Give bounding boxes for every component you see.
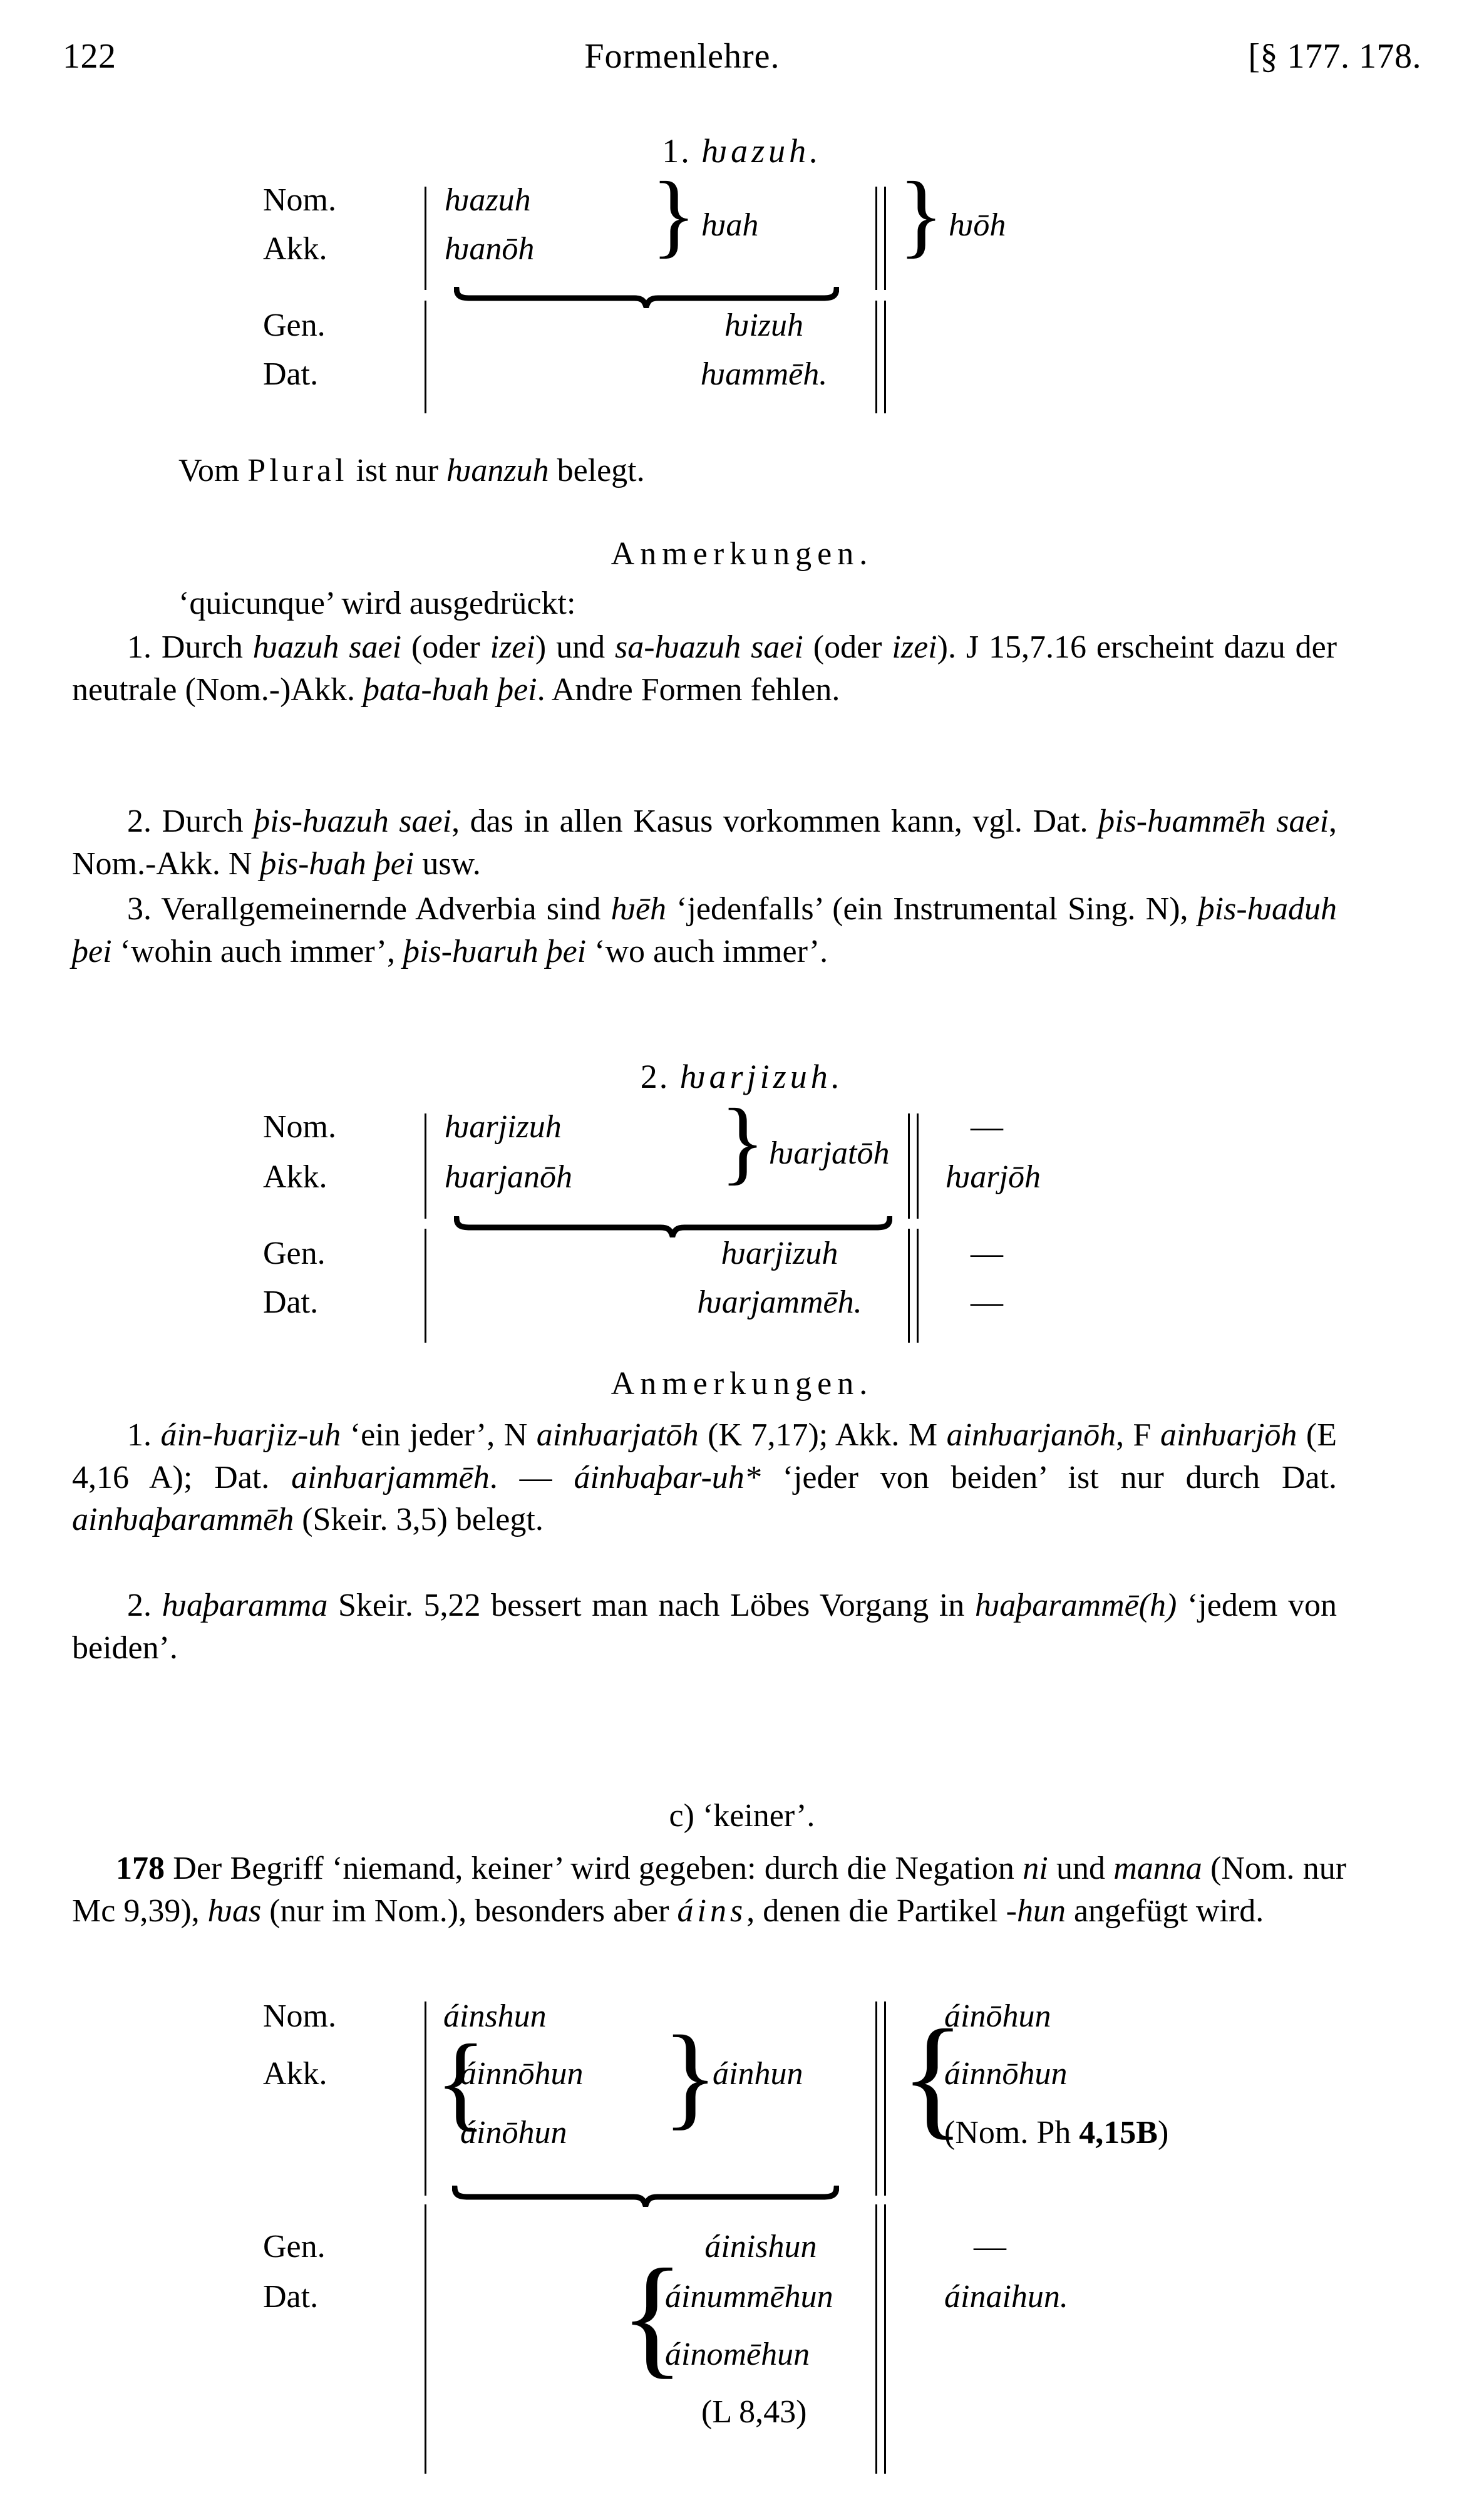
paragraph-178-seg-1: ni xyxy=(1023,1851,1048,1886)
s1n1-number: 1. xyxy=(127,629,162,665)
table-1-case-gen: Gen. xyxy=(263,307,326,343)
plural-note-form: ƕanzuh xyxy=(446,453,549,488)
s2n1-seg-0: áin-ƕarjiz-uh xyxy=(160,1417,341,1453)
table-1-underbrace xyxy=(454,287,839,308)
s1n1-seg-4: ) und xyxy=(535,629,616,665)
table-3-brace-merged: } xyxy=(662,2012,718,2141)
table-3-case-dat: Dat. xyxy=(263,2279,319,2315)
anmerkungen-heading-2: Anmerkungen. xyxy=(611,1366,873,1402)
table-2-col3-dat: — xyxy=(971,1284,1003,1320)
table-2-case-dat: Dat. xyxy=(263,1284,319,1320)
s1n2-seg-0: Durch xyxy=(162,803,254,839)
table-2-case-nom: Nom. xyxy=(263,1109,336,1145)
table-3-form-akk-b: áinōhun xyxy=(460,2115,567,2151)
s1n3-seg-6: ‘wo auch immer’. xyxy=(586,933,828,969)
section1-note-1 xyxy=(72,626,1337,711)
table-2-form-dat: ƕarjammēh. xyxy=(697,1284,862,1320)
table-3-rule-right-a-upper xyxy=(875,2001,877,2196)
paragraph-178-seg-6: (nur im Nom.), besonders aber xyxy=(261,1893,678,1929)
s1n3-seg-0: Verallgemeinernde Adverbia sind xyxy=(161,891,611,927)
paragraph-178 xyxy=(72,1847,1346,1932)
table-3-form-merged: áinhun xyxy=(713,2056,803,2092)
s1n3-seg-2: ‘jedenfalls’ (ein Instrumental Sing. N), xyxy=(666,891,1198,927)
s2n1-seg-11: ‘jeder von beiden’ ist nur durch Dat. xyxy=(760,1459,1337,1495)
paradigm-1-lemma: ƕazuh. xyxy=(701,132,822,170)
table-2-form-nom: ƕarjizuh xyxy=(445,1109,562,1145)
s1n3-seg-4: ‘wohin auch immer’, xyxy=(111,933,403,969)
table-2-rule-right-b-upper xyxy=(917,1113,919,1219)
table-1-form-gen: ƕizuh xyxy=(724,307,804,343)
s1n1-seg-9: þata-ƕah þei xyxy=(363,671,537,708)
table-3-col3-cite xyxy=(944,2114,1168,2151)
s2n1-seg-12: ainƕaþarammēh xyxy=(72,1502,294,1538)
s1n1-seg-5: sa-ƕazuh saei xyxy=(615,629,803,665)
s1n1-seg-3: izei xyxy=(490,629,535,665)
page-folio: 122 xyxy=(63,37,116,76)
table-1-rule-left-upper xyxy=(425,187,426,290)
table-3-rule-left-upper xyxy=(425,2001,426,2196)
table-3-case-nom: Nom. xyxy=(263,1998,336,2034)
anmerkungen-heading-1: Anmerkungen. xyxy=(611,536,873,572)
table-3-cite-ref: 4,15B xyxy=(1079,2115,1158,2151)
s1n2-seg-1: þis-ƕazuh saei xyxy=(254,803,452,839)
paradigm-1-number: 1. xyxy=(662,132,702,170)
s1n1-seg-7: izei xyxy=(892,629,937,665)
s1n1-seg-8: ). J 15,7.16 erscheint dazu der neutrale (Nom.-)Akk. xyxy=(72,629,1337,708)
paragraph-178-seg-10: angefügt wird. xyxy=(1065,1893,1264,1929)
table-3-cite-prefix: (Nom. Ph xyxy=(944,2115,1080,2151)
table-1-brace-inner: } xyxy=(651,163,696,267)
s2n1-seg-13: (Skeir. 3,5) belegt. xyxy=(294,1502,544,1538)
s2n2-seg-0: ƕaþaramma xyxy=(162,1588,328,1623)
table-3-col3-gen: — xyxy=(974,2229,1006,2265)
page-title: Formenlehre. xyxy=(584,37,780,76)
paragraph-178-seg-5: ƕas xyxy=(207,1893,262,1929)
table-3-form-gen: áinishun xyxy=(704,2229,817,2265)
plural-note xyxy=(178,450,1306,492)
table-3-form-dat-cite: (L 8,43) xyxy=(701,2394,807,2430)
section-sigla: [§ 177. 178. xyxy=(1248,37,1421,76)
paradigm-1-title xyxy=(0,132,1484,170)
paradigm-2-lemma: ƕarjizuh. xyxy=(679,1058,844,1095)
s1n2-seg-6: usw. xyxy=(414,845,481,882)
table-1-form-akk: ƕanōh xyxy=(445,231,535,267)
table-1-form-merged: ƕah xyxy=(701,207,759,243)
s2n1-seg-4: ainƕarjanōh xyxy=(946,1417,1116,1453)
paragraph-178-seg-9: -hun xyxy=(1006,1893,1066,1929)
table-3-col3-dat: áinaihun. xyxy=(944,2279,1068,2315)
paradigm-table-3 xyxy=(244,1998,1309,2499)
table-1-rule-right-b-upper xyxy=(884,187,886,290)
paragraph-178-seg-0: Der Begriff ‘niemand, keiner’ wird gegeben: durch die Negation xyxy=(165,1851,1023,1886)
s1n2-seg-2: , das in allen Kasus vorkommen kann, vgl. Dat. xyxy=(451,803,1099,839)
paragraph-178-seg-2: und xyxy=(1048,1851,1114,1886)
plural-note-mid: ist nur xyxy=(348,453,446,488)
s1n1-seg-1: ƕazuh saei xyxy=(252,629,402,665)
plural-note-lead: Vom xyxy=(178,453,248,488)
paradigm-table-1 xyxy=(244,163,1183,416)
s1n3-seg-1: ƕēh xyxy=(611,891,667,927)
table-3-form-dat-b: áinomēhun xyxy=(665,2337,810,2372)
running-head xyxy=(63,36,1421,80)
plural-note-tail: belegt. xyxy=(549,453,645,488)
s1n3-seg-5: þis-ƕaruh þei xyxy=(403,933,587,969)
table-2-col3-akk: ƕarjōh xyxy=(946,1159,1041,1195)
s2n1-seg-10: áinƕaþar-uh* xyxy=(574,1459,761,1495)
table-2-brace-inner: } xyxy=(720,1090,765,1194)
table-3-form-akk-a: áinnōhun xyxy=(460,2056,584,2092)
table-3-col3-b: áinnōhun xyxy=(944,2056,1068,2092)
table-2-col3-nom: — xyxy=(971,1109,1003,1145)
s2n1-seg-3: (K 7,17); Akk. M xyxy=(698,1417,947,1453)
s1n1-seg-10: . Andre Formen fehlen. xyxy=(537,671,840,708)
table-1-case-akk: Akk. xyxy=(263,231,327,267)
s1n2-number: 2. xyxy=(127,803,162,839)
table-3-form-dat-a: áinummēhun xyxy=(665,2279,833,2315)
table-3-form-nom: áinshun xyxy=(443,1998,547,2034)
s1n2-seg-3: þis-ƕammēh saei xyxy=(1098,803,1329,839)
quicunque-intro: ‘quicunque’ wird ausgedrückt: xyxy=(178,586,576,621)
s1n1-seg-2: (oder xyxy=(401,629,490,665)
s2n2-seg-3: ‘jedem von beiden’. xyxy=(72,1588,1337,1666)
table-3-brace-akk-left: { xyxy=(435,2023,487,2141)
s2n1-number: 1. xyxy=(127,1417,161,1453)
table-2-case-gen: Gen. xyxy=(263,1236,326,1271)
paradigm-2-number: 2. xyxy=(640,1058,680,1095)
table-3-rule-right-b-upper xyxy=(884,2001,886,2196)
table-1-case-dat: Dat. xyxy=(263,356,319,392)
table-1-brace-outer: } xyxy=(899,163,944,267)
table-2-rule-right-a-upper xyxy=(908,1113,910,1219)
paradigm-table-2 xyxy=(244,1090,1246,1346)
table-3-cite-suffix: ) xyxy=(1157,2115,1169,2151)
s2n1-seg-8: ainƕarjammēh xyxy=(291,1459,490,1495)
table-2-rule-left-upper xyxy=(425,1113,426,1219)
table-3-brace-right: { xyxy=(900,2001,966,2151)
table-3-case-akk: Akk. xyxy=(263,2056,327,2092)
paragraph-178-seg-7: áins xyxy=(677,1893,747,1929)
table-3-case-gen: Gen. xyxy=(263,2229,326,2265)
s2n1-seg-1: ‘ein jeder’, N xyxy=(341,1417,537,1453)
table-2-form-gen: ƕarjizuh xyxy=(721,1236,838,1271)
s2n1-seg-9: . — xyxy=(489,1459,574,1495)
section1-note-3 xyxy=(72,888,1337,973)
table-3-col3-a: áinōhun xyxy=(944,1998,1051,2034)
s2n2-number: 2. xyxy=(127,1588,162,1623)
section2-note-2 xyxy=(72,1584,1337,1669)
s2n2-seg-2: ƕaþarammē(h) xyxy=(974,1588,1177,1623)
table-2-case-akk: Akk. xyxy=(263,1159,327,1195)
table-1-form-merged-outer: ƕōh xyxy=(949,207,1006,243)
table-1-form-nom: ƕazuh xyxy=(445,182,531,218)
paragraph-178-seg-8: , denen die Partikel xyxy=(746,1893,1006,1929)
paragraph-178-seg-3: manna xyxy=(1113,1851,1202,1886)
section2-note-1 xyxy=(72,1414,1337,1541)
table-1-form-dat: ƕammēh. xyxy=(700,356,828,392)
table-1-case-nom: Nom. xyxy=(263,182,336,218)
s2n1-seg-2: ainƕarjatōh xyxy=(536,1417,699,1453)
table-3-underbrace xyxy=(452,2186,839,2207)
paragraph-178-seg-4: (Nom. nur Mc 9,39), xyxy=(72,1851,1347,1929)
table-2-form-merged: ƕarjatōh xyxy=(769,1135,890,1171)
s2n1-seg-6: ainƕarjōh xyxy=(1160,1417,1297,1453)
s2n1-seg-5: , F xyxy=(1116,1417,1160,1453)
table-2-form-akk: ƕarjanōh xyxy=(445,1159,573,1195)
s1n2-seg-5: þis-ƕah þei xyxy=(260,845,415,882)
s1n1-seg-6: (oder xyxy=(803,629,892,665)
s1n2-seg-4: , Nom.-Akk. N xyxy=(72,803,1337,882)
s1n3-number: 3. xyxy=(127,891,162,927)
table-2-col3-gen: — xyxy=(971,1236,1003,1271)
table-2-underbrace xyxy=(454,1216,892,1237)
table-3-brace-dat: { xyxy=(620,2241,685,2390)
section1-note-2 xyxy=(72,800,1337,885)
s2n2-seg-1: Skeir. 5,22 bessert man nach Löbes Vorgang in xyxy=(327,1588,975,1623)
s1n1-seg-0: Durch xyxy=(161,629,253,665)
s2n1-seg-7: (E 4,16 A); Dat. xyxy=(72,1417,1337,1495)
table-1-rule-right-a-upper xyxy=(875,187,877,290)
paragraph-178-number: 178 xyxy=(116,1851,165,1886)
s1n3-seg-3: þis-ƕaduh þei xyxy=(72,891,1337,969)
plural-note-spaced: Plural xyxy=(247,453,348,488)
section-c-heading: c) ‘keiner’. xyxy=(669,1798,815,1834)
